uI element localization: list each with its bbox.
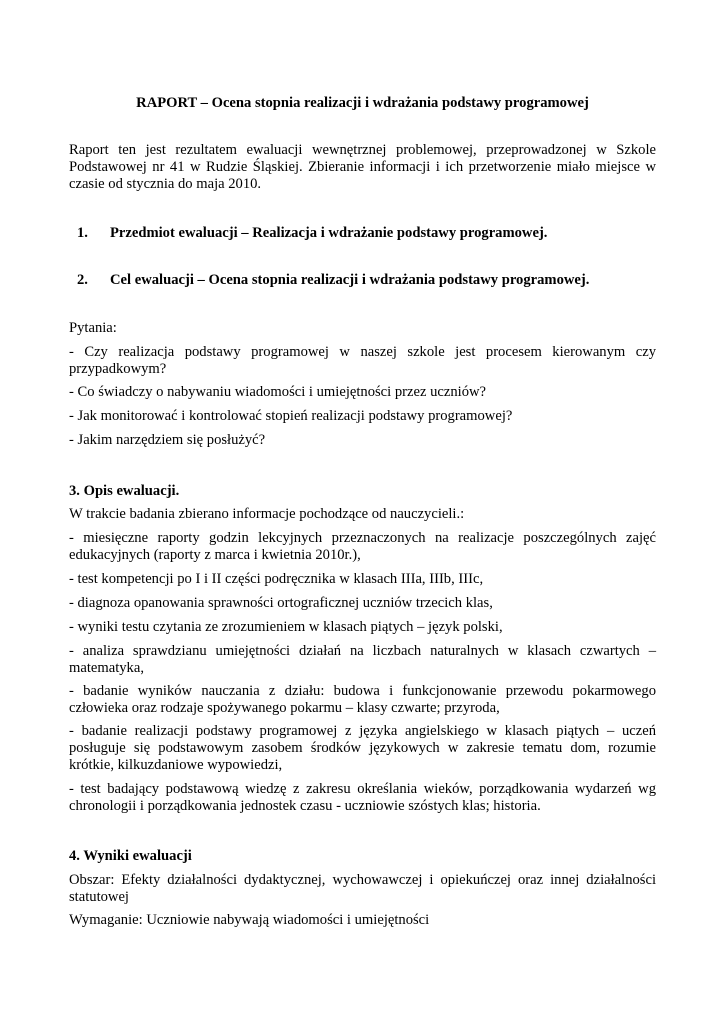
question-item: - Czy realizacja podstawy programowej w naszej szkole jest procesem kierowanym czy przypadkowym? xyxy=(69,344,656,377)
list-item: - badanie realizacji podstawy programowej z języka angielskiego w klasach piątych – uczeń posługuje się podstawowym zasobem środków językowych w zakresie tematu dom, rozumie krótkie, kilkuzdaniowe wypowiedzi, xyxy=(69,723,656,773)
section-1-number: 1. xyxy=(77,225,88,241)
intro-paragraph: Raport ten jest rezultatem ewaluacji wewnętrznej problemowej, przeprowadzonej w Szkole Podstawowej nr 41 w Rudzie Śląskiej. Zbieranie informacji i ich przetworzenie miało miejsce w czasie od stycznia do maja 2010. xyxy=(69,142,656,192)
section-2-text: Cel ewaluacji – Ocena stopnia realizacji i wdrażania podstawy programowej. xyxy=(110,272,590,288)
section-2-number: 2. xyxy=(77,272,88,288)
section-4-heading: 4. Wyniki ewaluacji xyxy=(69,848,192,864)
question-item: - Jakim narzędziem się posłużyć? xyxy=(69,432,266,448)
list-item: - badanie wyników nauczania z działu: budowa i funkcjonowanie przewodu pokarmowego człowieka oraz rodzaje spożywanego pokarmu – klasy czwarte; przyroda, xyxy=(69,683,656,716)
section-3-heading: 3. Opis ewaluacji. xyxy=(69,483,180,499)
question-item: - Jak monitorować i kontrolować stopień realizacji podstawy programowej? xyxy=(69,408,513,424)
report-title: RAPORT – Ocena stopnia realizacji i wdrażania podstawy programowej xyxy=(136,95,589,111)
list-item: - wyniki testu czytania ze zrozumieniem w klasach piątych – język polski, xyxy=(69,619,503,635)
list-item: - miesięczne raporty godzin lekcyjnych przeznaczonych na realizacje poszczególnych zajęć edukacyjnych (raporty z marca i kwietnia 2010r.), xyxy=(69,530,656,563)
list-item: - test badający podstawową wiedzę z zakresu określania wieków, porządkowania wydarzeń wg chronologii i porządkowania jednostek czasu - uczniowie szóstych klas; historia. xyxy=(69,781,656,814)
section-4-wymaganie: Wymaganie: Uczniowie nabywają wiadomości i umiejętności xyxy=(69,912,430,928)
questions-label: Pytania: xyxy=(69,320,117,336)
section-3-intro: W trakcie badania zbierano informacje pochodzące od nauczycieli.: xyxy=(69,506,465,522)
question-item: - Co świadczy o nabywaniu wiadomości i umiejętności przez uczniów? xyxy=(69,384,487,400)
list-item: - diagnoza opanowania sprawności ortograficznej uczniów trzecich klas, xyxy=(69,595,493,611)
list-item: - test kompetencji po I i II części podręcznika w klasach IIIa, IIIb, IIIc, xyxy=(69,571,484,587)
section-1-text: Przedmiot ewaluacji – Realizacja i wdrażanie podstawy programowej. xyxy=(110,225,548,241)
list-item: - analiza sprawdzianu umiejętności działań na liczbach naturalnych w klasach czwartych – matematyka, xyxy=(69,643,656,676)
section-4-obszar: Obszar: Efekty działalności dydaktycznej, wychowawczej i opiekuńczej oraz innej działalności statutowej xyxy=(69,872,656,905)
